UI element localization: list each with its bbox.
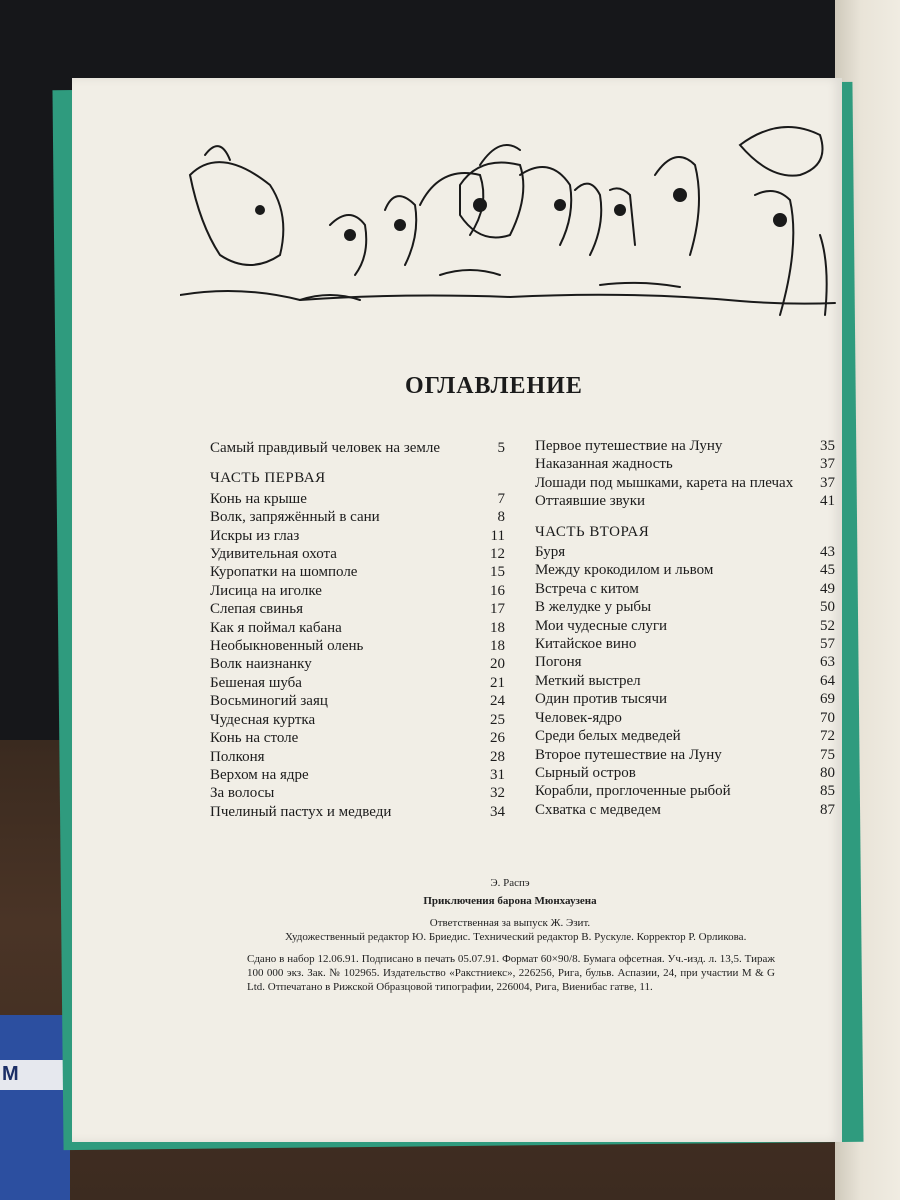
toc-entry	[535, 746, 835, 764]
toc-entry	[535, 543, 835, 561]
toc-entry-title: Самый правдивый человек на земле	[210, 440, 441, 456]
imprint-publication: Сдано в набор 12.06.91. Подписано в печать 05.07.91. Формат 60×90/8. Бумага офсетная. Уч.-изд. л. 13,5. Тираж 100 000 экз. Зак. № 102965. Издательство «Ракстниекс», 226256, Рига, бульв. Аспазии, 24, при участии M & G Ltd. Отпечатано в Рижской Образцовой типографии, 226004, Рига, Виенибас гатве, 11.	[247, 953, 775, 993]
toc-entry-page: 31	[490, 766, 505, 783]
toc-entry-page: 20	[490, 656, 505, 673]
toc-entry-page: 16	[490, 582, 505, 599]
imprint-responsible: Ответственная за выпуск Ж. Эзит.	[429, 917, 591, 929]
toc-left-column	[210, 439, 505, 821]
toc-entry	[535, 709, 835, 727]
toc-entry-page: 11	[490, 527, 505, 544]
toc-entry-title: Между крокодилом и львом	[535, 562, 714, 579]
toc-entry-title: Слепая свинья	[210, 601, 304, 618]
toc-entry-page: 41	[820, 493, 835, 510]
toc-entry-page: 21	[490, 674, 505, 691]
toc-entry-page: 32	[490, 785, 505, 802]
toc-entry-title: Как я поймал кабана	[210, 619, 342, 636]
imprint-author: Э. Распэ	[490, 877, 530, 889]
toc-entry	[210, 803, 505, 821]
toc-entry	[210, 527, 505, 545]
toc-entry-title: Волк наизнанку	[210, 656, 312, 673]
toc-entry-title: Оттаявшие звуки	[535, 493, 646, 510]
toc-entry-page: 17	[490, 601, 505, 618]
toc-entry-title: Необыкновенный олень	[210, 638, 364, 655]
imprint-title: Приключения барона Мюнхаузена	[423, 895, 597, 907]
toc-entry-title: Человек-ядро	[535, 709, 622, 726]
toc-entry-page: 69	[820, 691, 835, 708]
toc-right-column	[535, 437, 835, 819]
toc-entry	[210, 766, 505, 784]
blue-object: М	[0, 1015, 70, 1200]
toc-entry	[535, 782, 835, 800]
toc-entry-page: 85	[820, 783, 835, 800]
toc-entry	[535, 653, 835, 671]
toc-entry-page: 35	[820, 438, 835, 454]
toc-entry-page: 25	[490, 711, 505, 728]
toc-entry-title: Бешеная шуба	[210, 674, 302, 691]
toc-entry-title: Куропатки на шомполе	[210, 564, 358, 581]
imprint-block	[245, 876, 775, 994]
toc-entry-page: 37	[820, 456, 835, 473]
toc-entry	[535, 764, 835, 782]
toc-entry	[210, 748, 505, 766]
toc-entry-page: 5	[497, 440, 505, 456]
toc-entry	[210, 439, 505, 457]
toc-entry	[210, 490, 505, 508]
toc-entry	[535, 474, 835, 492]
toc-entry	[535, 561, 835, 579]
toc-entry-page: 70	[820, 709, 835, 726]
toc-entry-page: 63	[820, 654, 835, 671]
toc-entry	[210, 692, 505, 710]
toc-entry-title: Схватка с медведем	[535, 801, 661, 818]
toc-entry-page: 15	[490, 564, 505, 581]
toc-entry-page: 37	[820, 474, 835, 491]
toc-entry-page: 52	[820, 617, 835, 634]
toc-entry-page: 57	[820, 636, 835, 653]
toc-entry	[535, 598, 835, 616]
toc-entry-title: Встреча с китом	[535, 580, 639, 597]
toc-entry-page: 18	[490, 619, 505, 636]
toc-entry-page: 24	[490, 693, 505, 710]
toc-entry	[535, 635, 835, 653]
toc-entry-title: Лисица на иголке	[210, 582, 322, 599]
toc-entry-page: 64	[820, 672, 835, 689]
toc-entry-page: 18	[490, 638, 505, 655]
toc-entry-title: Корабли, проглоченные рыбой	[535, 783, 731, 800]
toc-entry-title: Меткий выстрел	[535, 672, 641, 689]
imprint-editors: Художественный редактор Ю. Бриедис. Технический редактор В. Рускуле. Корректор Р. Орликова.	[285, 931, 747, 943]
toc-entry-page: 34	[490, 803, 505, 820]
toc-entry	[535, 672, 835, 690]
toc-entry-page: 72	[820, 728, 835, 745]
toc-entry-page: 87	[820, 801, 835, 818]
toc-entry-title: Конь на столе	[210, 730, 299, 747]
toc-entry-page: 43	[820, 544, 835, 561]
toc-entry-page: 7	[497, 490, 505, 507]
toc-entry	[210, 619, 505, 637]
toc-entry-page: 12	[490, 546, 505, 563]
toc-entry-title: Буря	[535, 544, 566, 561]
toc-entry	[210, 637, 505, 655]
toc-entry-title: Один против тысячи	[535, 691, 668, 708]
toc-entry-title: Восьминогий заяц	[210, 693, 328, 710]
toc-entry-title: За волосы	[210, 785, 275, 802]
toc-entry-title: Удивительная охота	[210, 546, 337, 563]
toc-entry	[210, 545, 505, 563]
toc-entry-title: Конь на крыше	[210, 490, 307, 507]
toc-entry-title: Второе путешествие на Луну	[535, 746, 722, 763]
toc-entry-page: 80	[820, 764, 835, 781]
toc-entry	[535, 492, 835, 510]
toc-entry-title: Наказанная жадность	[535, 456, 673, 473]
toc-entry-title: Погоня	[535, 654, 582, 671]
toc-entry-page: 49	[820, 580, 835, 597]
toc-entry-page: 26	[490, 730, 505, 747]
toc-entry-title: Среди белых медведей	[535, 728, 681, 745]
toc-section-heading: ЧАСТЬ ПЕРВАЯ	[210, 470, 326, 487]
toc-entry	[535, 617, 835, 635]
toc-entry-title: Сырный остров	[535, 764, 636, 781]
toc-entry	[210, 600, 505, 618]
toc-entry	[210, 563, 505, 581]
toc-entry-page: 8	[497, 509, 505, 526]
toc-entry-title: Китайское вино	[535, 636, 637, 653]
toc-entry-title: В желудке у рыбы	[535, 599, 652, 616]
toc-entry	[535, 727, 835, 745]
toc-entry-title: Мои чудесные слуги	[535, 617, 667, 634]
toc-entry-title: Волк, запряжённый в сани	[210, 509, 380, 526]
toc-entry	[535, 801, 835, 819]
toc-entry-page: 28	[490, 748, 505, 765]
toc-entry-title: Полконя	[210, 748, 265, 765]
toc-entry	[210, 711, 505, 729]
feast-illustration	[180, 115, 840, 350]
toc-entry	[210, 784, 505, 802]
toc-entry	[210, 655, 505, 673]
toc-entry	[535, 437, 835, 455]
toc-entry	[535, 580, 835, 598]
toc-entry-page: 50	[820, 599, 835, 616]
toc-entry	[210, 729, 505, 747]
toc-entry-page: 75	[820, 746, 835, 763]
toc-entry-title: Чудесная куртка	[210, 711, 316, 728]
toc-entry-title: Первое путешествие на Луну	[535, 438, 723, 454]
toc-entry-title: Лошади под мышками, карета на плечах	[535, 474, 794, 491]
toc-section-heading: ЧАСТЬ ВТОРАЯ	[535, 523, 650, 540]
toc-heading: ОГЛАВЛЕНИЕ	[405, 373, 583, 399]
toc-entry-page: 45	[820, 562, 835, 579]
toc-entry-title: Искры из глаз	[210, 527, 300, 544]
toc-entry-title: Пчелиный пастух и медведи	[210, 803, 392, 820]
toc-entry	[535, 455, 835, 473]
toc-entry-title: Верхом на ядре	[210, 766, 309, 783]
toc-entry	[210, 582, 505, 600]
toc-entry	[210, 508, 505, 526]
toc-entry	[535, 690, 835, 708]
toc-entry	[210, 674, 505, 692]
